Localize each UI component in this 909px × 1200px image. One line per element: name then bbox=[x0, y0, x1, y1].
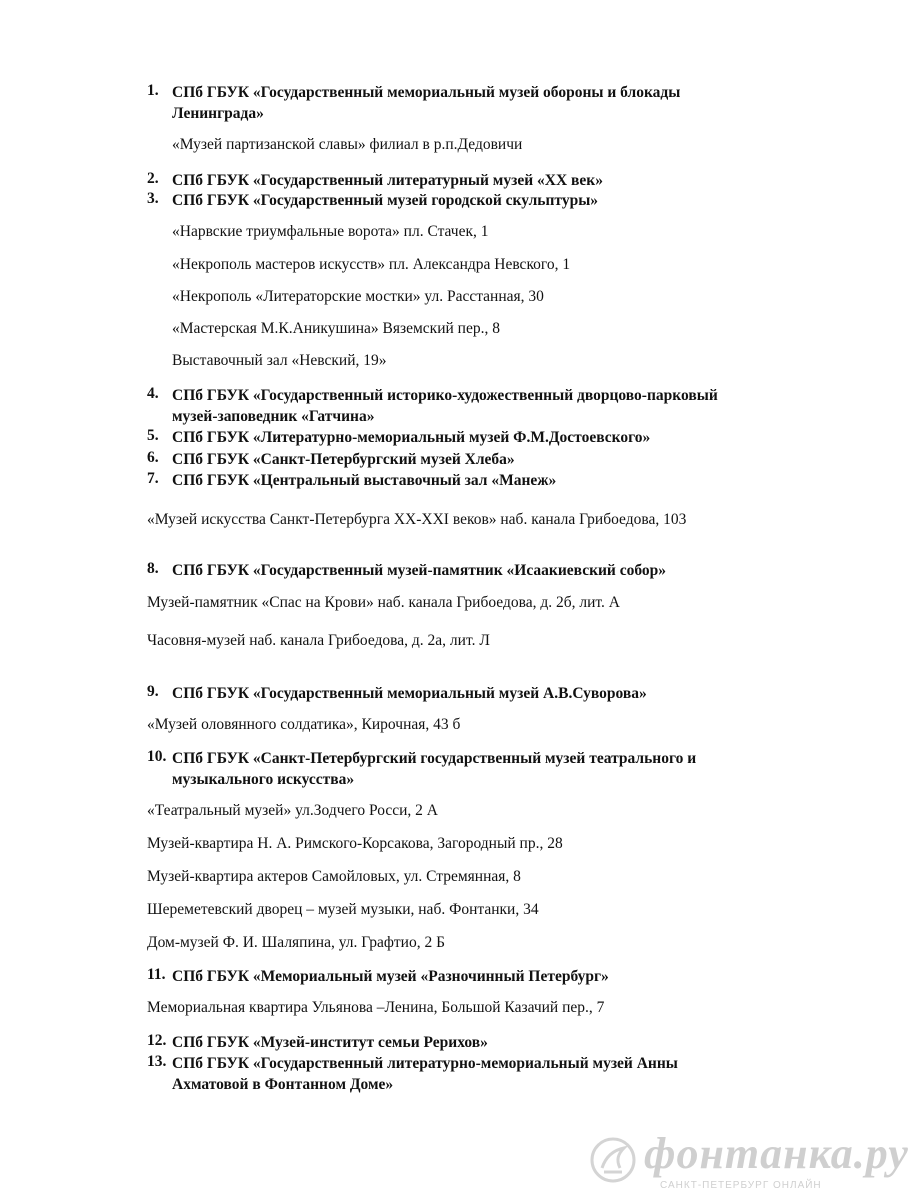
item-number: 11. bbox=[147, 966, 166, 983]
fontanka-watermark bbox=[590, 1128, 909, 1198]
item-heading: СПб ГБУК «Государственный историко-художественный дворцово-парковый музей-заповедник «Гатчина» bbox=[172, 387, 718, 425]
item-number: 7. bbox=[147, 470, 159, 487]
item-number: 2. bbox=[147, 170, 159, 187]
item-number: 4. bbox=[147, 385, 159, 402]
sub-entry: Музей-квартира Н. А. Римского-Корсакова, Загородный пр., 28 bbox=[147, 835, 563, 852]
item-heading: СПб ГБУК «Государственный литературно-мемориальный музей Анны Ахматовой в Фонтанном Доме» bbox=[172, 1055, 678, 1093]
item-heading: СПб ГБУК «Государственный музей-памятник «Исаакиевский собор» bbox=[172, 562, 667, 579]
sub-entry: «Некрополь «Литераторские мостки» ул. Расстанная, 30 bbox=[172, 288, 544, 305]
item-heading: СПб ГБУК «Литературно-мемориальный музей Ф.М.Достоевского» bbox=[172, 429, 651, 446]
item-number: 13. bbox=[147, 1053, 167, 1070]
sub-entry: «Театральный музей» ул.Зодчего Росси, 2 А bbox=[147, 802, 438, 819]
item-number: 9. bbox=[147, 683, 159, 700]
sub-entry: Музей-квартира актеров Самойловых, ул. Стремянная, 8 bbox=[147, 868, 521, 885]
item-heading: СПб ГБУК «Санкт-Петербургский музей Хлеба» bbox=[172, 451, 515, 468]
watermark-subtext: САНКТ-ПЕТЕРБУРГ ОНЛАЙН bbox=[660, 1180, 822, 1191]
item-number: 3. bbox=[147, 190, 159, 207]
sub-entry: Шереметевский дворец – музей музыки, наб. Фонтанки, 34 bbox=[147, 901, 539, 918]
item-heading: СПб ГБУК «Санкт-Петербургский государственный музей театрального и музыкального искусства» bbox=[172, 750, 697, 788]
sub-entry: «Музей партизанской славы» филиал в р.п.Дедовичи bbox=[172, 136, 523, 153]
item-number: 1. bbox=[147, 82, 159, 99]
sub-entry: Мемориальная квартира Ульянова –Ленина, Большой Казачий пер., 7 bbox=[147, 999, 605, 1016]
item-heading: СПб ГБУК «Мемориальный музей «Разночинный Петербург» bbox=[172, 968, 609, 985]
sub-entry: Часовня-музей наб. канала Грибоедова, д. 2а, лит. Л bbox=[147, 632, 490, 649]
sub-entry: Музей-памятник «Спас на Крови» наб. канала Грибоедова, д. 2б, лит. А bbox=[147, 594, 620, 611]
sub-entry: Дом-музей Ф. И. Шаляпина, ул. Графтио, 2 Б bbox=[147, 934, 446, 951]
item-heading: СПб ГБУК «Центральный выставочный зал «Манеж» bbox=[172, 472, 557, 489]
item-heading: СПб ГБУК «Государственный литературный музей «XX век» bbox=[172, 172, 603, 189]
sub-entry: «Музей искусства Санкт-Петербурга XX-XXI веков» наб. канала Грибоедова, 103 bbox=[147, 511, 687, 528]
item-number: 5. bbox=[147, 427, 159, 444]
sub-entry: «Мастерская М.К.Аникушина» Вяземский пер., 8 bbox=[172, 320, 500, 337]
item-heading: СПб ГБУК «Музей-институт семьи Рерихов» bbox=[172, 1034, 488, 1051]
item-number: 10. bbox=[147, 748, 167, 765]
sub-entry: «Музей оловянного солдатика», Кирочная, 43 б bbox=[147, 716, 461, 733]
item-heading: СПб ГБУК «Государственный мемориальный музей обороны и блокады Ленинграда» bbox=[172, 84, 681, 122]
sub-entry: Выставочный зал «Невский, 19» bbox=[172, 352, 387, 369]
fontanka-logo-icon bbox=[590, 1134, 636, 1191]
item-number: 6. bbox=[147, 449, 159, 466]
watermark-text: фонтанка.ру bbox=[644, 1129, 909, 1178]
item-heading: СПб ГБУК «Государственный музей городской скульптуры» bbox=[172, 192, 599, 209]
item-heading: СПб ГБУК «Государственный мемориальный музей А.В.Суворова» bbox=[172, 685, 647, 702]
sub-entry: «Нарвские триумфальные ворота» пл. Стачек, 1 bbox=[172, 223, 489, 240]
sub-entry: «Некрополь мастеров искусств» пл. Александра Невского, 1 bbox=[172, 256, 571, 273]
item-number: 8. bbox=[147, 560, 159, 577]
item-number: 12. bbox=[147, 1032, 167, 1049]
